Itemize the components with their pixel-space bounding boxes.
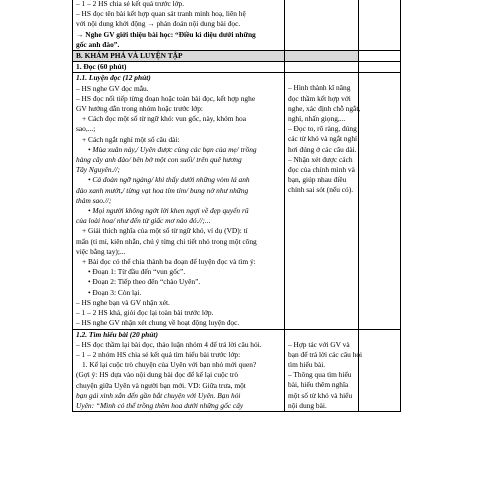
objective-line: các từ khó và ngắt nghỉ [288, 134, 358, 144]
section-b-cell [285, 51, 359, 62]
objective-line: nghe, xác định chỗ ngắt, [288, 103, 361, 113]
activity-line: • Mọi người không ngớt lời khen ngợi về đẹp quyến rũ [88, 206, 249, 216]
activity-line: – HS nghe bạn và GV nhận xét. [76, 297, 170, 307]
tim-hieu-notes-cell [359, 329, 401, 412]
luyen-doc-objectives-cell [285, 73, 359, 329]
activity-line: • Mùa xuân này,/ Uyên được cùng các bạn của mẹ/ trồng [88, 144, 257, 154]
activity-line: – 1 – 2 nhóm HS chia sẻ kết quả tìm hiểu bài trước lớp: [76, 349, 241, 359]
reading-objective-cell [285, 62, 359, 73]
section-b-notes-cell [359, 51, 401, 62]
intro-row [73, 0, 401, 51]
intro-line: gốc anh đào”. [76, 39, 120, 49]
objective-line: – Thông qua tìm hiểu [288, 370, 352, 380]
activity-line: GV hướng dẫn trong nhóm hoặc trước lớp: [76, 104, 203, 114]
activity-line: • Đoạn 2: Tiếp theo đến “chào Uyên”. [88, 277, 201, 287]
activity-line: việc bằng tay);... [76, 246, 126, 256]
objective-line: bạn để trả lời các câu hỏi [288, 349, 363, 359]
objective-line: một số từ khó và hiểu [288, 390, 353, 400]
objective-line: – Đọc to, rõ ràng, đúng [288, 124, 357, 134]
activity-line: – HS nghe GV nhận xét chung về hoạt động luyện đọc. [76, 318, 240, 328]
objective-line: đọc của chính mình và [288, 165, 355, 175]
activity-line: của loài hoa/ như đến từ giấc mơ nào đó.//;... [76, 216, 211, 226]
tim-hieu-objectives-cell [285, 329, 363, 412]
activity-line: • Cả đoàn ngỡ ngàng/ khi thấy dưới những vòm lá anh [88, 175, 250, 185]
reading-notes-cell [359, 62, 401, 73]
objective-line: – Hợp tác với GV và [288, 339, 350, 349]
activity-line: chuyện giữa Uyên và người bạn mới. VD: Giữa trưa, một [76, 380, 246, 390]
activity-line: • Đoạn 3: Còn lại. [88, 287, 142, 297]
luyen-doc-row [73, 73, 401, 329]
tim-hieu-row [73, 329, 401, 412]
objective-line: bạn, giúp nhau điều [288, 175, 347, 185]
activity-line: mẩn (tỉ mỉ, kiên nhẫn, chú ý từng chi tiết nhỏ trong một công [76, 236, 257, 246]
intro-cell [73, 0, 285, 51]
objective-line: bài, hiểu thêm nghĩa [288, 380, 349, 390]
activity-line: – 1 – 2 HS khá, giỏi đọc lại toàn bài trước lớp. [76, 308, 214, 318]
activity-line: (Gợi ý: HS dựa vào nội dung bài đọc để kể lại cuộc trò [76, 370, 239, 380]
activity-line: + Cách đọc một số từ ngữ khó: vun gốc, này, khóm hoa [82, 114, 247, 124]
activity-line: • Đoạn 1: Từ đầu đến “vun gốc”. [88, 267, 186, 277]
objective-line: nội dung bài. [288, 400, 327, 410]
activity-line: bạn gái xinh xắn đến gần bắt chuyện với Uyên. Bạn hỏi [76, 390, 241, 400]
objective-line: nghỉ, nhấn giọng,... [288, 114, 346, 124]
activity-line: sao,...; [76, 124, 96, 134]
intro-line: – HS đọc tên bài kết hợp quan sát tranh minh hoạ, liên hệ [76, 9, 246, 19]
activity-line: hàng cây anh đào/ bên bờ một con suối/ trên quê hương [76, 155, 242, 165]
objective-line: chỉnh sai sót (nếu có). [288, 185, 354, 195]
activity-line: + Cách ngắt nghỉ một số câu dài: [82, 134, 180, 144]
objective-line: đọc thầm kết hợp với [288, 93, 351, 103]
objective-line: – Nhận xét được cách [288, 154, 353, 164]
activity-line: – HS đọc thầm lại bài đọc, thảo luận nhóm 4 để trả lời câu hỏi. [76, 339, 262, 349]
luyen-doc-activities-cell [73, 73, 285, 329]
activity-line: đào xanh mướt,/ từng vạt hoa tím tím/ bung nở như những [76, 185, 249, 195]
activity-line: – HS nghe GV đọc mẫu. [76, 83, 149, 93]
intro-line: – 1 – 2 HS chia sẻ kết quả trước lớp. [76, 0, 185, 8]
tim-hieu-activities-cell [73, 329, 285, 412]
objective-line: – Hình thành kĩ năng [288, 83, 351, 93]
intro-objective-cell [285, 0, 359, 51]
spacer [288, 73, 355, 83]
luyen-doc-notes-cell [359, 73, 401, 329]
activity-line: + Bài đọc có thể chia thành ba đoạn để luyện đọc và tìm ý: [82, 257, 256, 267]
activity-line: + Giải thích nghĩa của một số từ ngữ khó, ví dụ (VD): tí [82, 226, 248, 236]
section-b-heading: B. KHÁM PHÁ VÀ LUYỆN TẬP [73, 51, 285, 62]
spacer [288, 330, 355, 340]
activity-line: Uyên: “Mình có thể trồng thêm hoa dưới những gốc cây [76, 400, 244, 410]
lesson-plan-table [72, 0, 401, 412]
activity-line: 1. Kể lại cuộc trò chuyện của Uyên với bạn nhỏ mới quen? [82, 360, 257, 370]
objective-line: hơi đúng ở các câu dài. [288, 144, 357, 154]
intro-line: với nội dung khởi động → phán đoán nội dung bài đọc. [76, 19, 241, 29]
reading-row [73, 62, 401, 73]
intro-line: → Nghe GV giới thiệu bài học: “Điều kì diệu dưới những [76, 29, 256, 39]
intro-notes-cell [359, 0, 401, 51]
activity-line: thảm sao.//; [76, 195, 112, 205]
tim-hieu-heading: 1.2. Tìm hiểu bài (20 phút) [76, 329, 158, 339]
section-b-row [73, 51, 401, 62]
objective-line: tìm hiểu bài. [288, 359, 326, 369]
reading-heading: 1. Đọc (60 phút) [73, 62, 285, 73]
activity-line: Tây Nguyên.//; [76, 165, 120, 175]
luyen-doc-heading: 1.1. Luyện đọc (12 phút) [76, 73, 151, 83]
activity-line: – HS đọc nối tiếp từng đoạn hoặc toàn bài đọc, kết hợp nghe [76, 93, 256, 103]
